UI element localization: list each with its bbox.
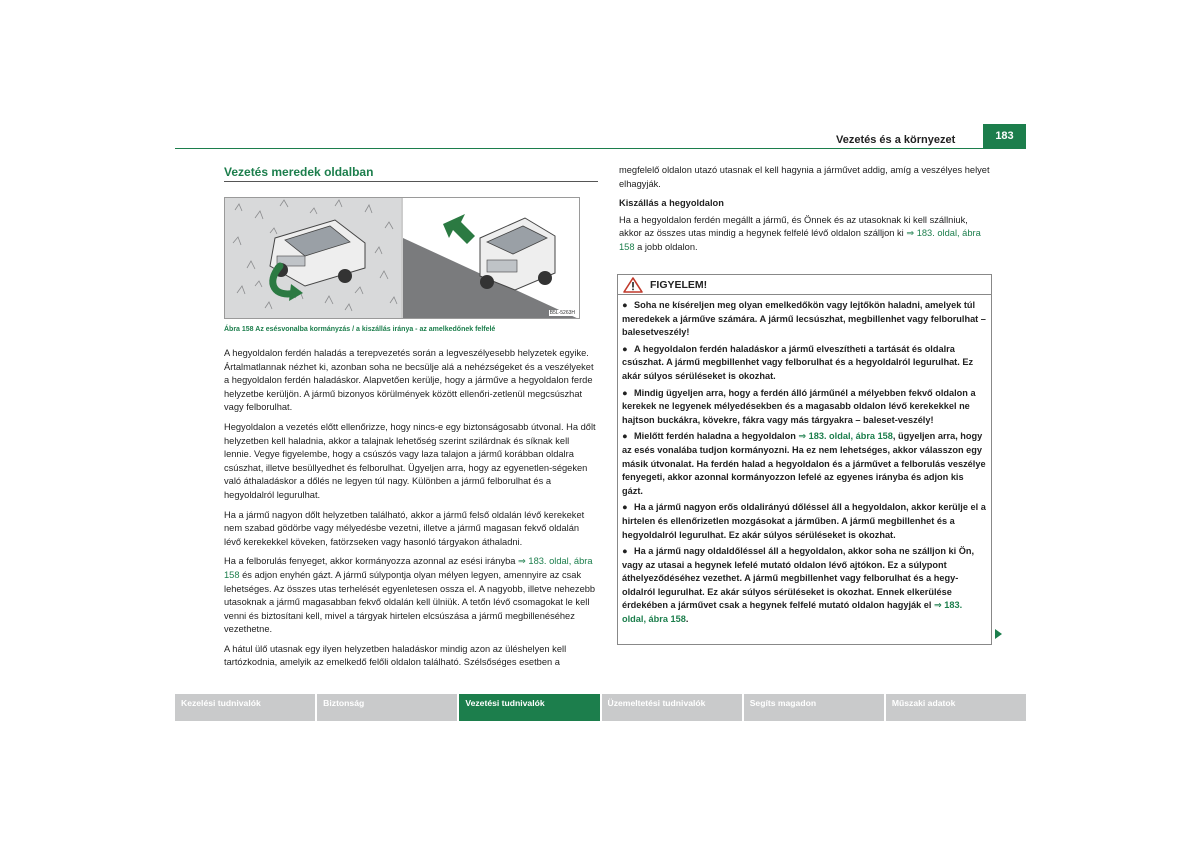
bullet-icon: ●: [622, 546, 628, 557]
body-paragraph: megfelelő oldalon utazó utasnak el kell hagynia a járművet addig, amíg a veszélyes helyet elhagyják.: [619, 165, 990, 189]
header-divider: [175, 148, 1026, 149]
tab-kezelesi-tudnivalok[interactable]: Kezelési tudnivalók: [175, 694, 315, 721]
page-number: 183: [983, 124, 1026, 148]
cross-reference-link[interactable]: ⇒ 183. oldal, ábra 158: [622, 600, 963, 625]
warning-box: [617, 274, 992, 645]
body-paragraph: Ha a hegyoldalon ferdén megállt a jármű, és Önnek és az utasoknak ki kell szállniuk, akkor az összes utas mindig a hegynek felfelé lévő oldalon szálljon ki ⇒ 183. oldal, ábra 158 a jobb oldalon.: [619, 214, 981, 252]
cross-reference-link[interactable]: ⇒ 183. oldal, ábra 158: [619, 228, 981, 252]
bullet-icon: ●: [622, 502, 628, 513]
section-divider: [224, 181, 598, 182]
subheading: Kiszállás a hegyoldalon: [619, 198, 724, 209]
section-title: Vezetés meredek oldalban: [224, 165, 374, 179]
body-paragraph: A hegyoldalon ferdén haladás a terepvezetés során a legveszélyesebb helyzetek egyike. Ártalmatlannak nézhet ki, azonban soha ne becsülje alá a nehézségeket és a veszélyeket a hegyoldalon ferdén haladáskor. Alapvetően kerülje, hogy a járműve a hegyoldalon ferde helyzetbe kerüljön. A jármű bizonyos körülmények között ellenőri-zetlenül megcsúszhat vagy felborulhat.: [224, 348, 594, 413]
warning-item: ● Ha a jármű nagy oldaldőléssel áll a hegyoldalon, akkor soha ne szálljon ki Ön, vagy az utasai a hegynek lefelé mutató oldalon lévő ajtókon. Ez a súlypont áthelyeződéséhez vezethet. A jármű megbillenhet vagy felborulhat és a hegy-oldalról legurulhat. Ez akár súlyos sérüléseket is okozhat. Ennek elkerülése érdekében a járművet csak a hegynek felfelé mutató oldalon hagyják el ⇒ 183. oldal, ábra 158.: [622, 546, 975, 625]
tab-muszaki-adatok[interactable]: Műszaki adatok: [886, 694, 1026, 721]
tab-biztonsag[interactable]: Biztonság: [317, 694, 457, 721]
left-column-text: [224, 347, 598, 676]
cross-reference-link[interactable]: ⇒ 183. oldal, ábra 158: [798, 431, 893, 442]
chapter-title: Vezetés és a környezet: [836, 134, 956, 146]
body-paragraph: Hegyoldalon a vezetés előtt ellenőrizze, hogy nincs-e egy biztonságosabb útvonal. Ha dőlt helyzetben kell haladnia, akkor a talajnak lehetőség szerint szilárdnak és síknak kell lennie. Vegye figyelembe, hogy a csúszós vagy laza talajon a jármű korábban oldalra csúszhat, illetve besüllyedhet és felborulhat. Ügyeljen arra, hogy az egyenetlen-ségeken való áthaladáskor a dőlés ne legyen túl nagy. Különben a jármű felborulhat és a hegyoldalról legurulhat.: [224, 421, 596, 500]
bullet-icon: ●: [622, 387, 628, 398]
body-paragraph: A hátul ülő utasnak egy ilyen helyzetben haladáskor mindig azon az üléshelyen kell tartózkodnia, amelyik az emelkedő felőli oldalon található. Szélsőséges esetben a: [224, 643, 567, 668]
figure-illustration: [225, 198, 580, 319]
warning-item: ● Ha a jármű nagyon erős oldalirányú dőléssel áll a hegyoldalon, akkor kerülje el a hirtelen és ellenőrizetlen mozgásokat a járműben. A jármű megbillenhet és a hegyoldalról legurulhat. Ez akár súlyos sérüléseket is okozhat.: [622, 502, 986, 540]
continue-arrow-icon[interactable]: [995, 629, 1002, 639]
warning-body: [618, 295, 991, 627]
figure-code: B5L-5263H: [549, 310, 575, 316]
figure-158: [224, 197, 580, 319]
tab-vezetesi-tudnivalok[interactable]: Vezetési tudnivalók: [459, 694, 599, 721]
warning-item: ● Mindig ügyeljen arra, hogy a ferdén álló járműnél a mélyebben fekvő oldalon a kerekek ne legyenek mélyedésekben és a magasabb oldalon lévő kerekekkel ne hajtson buckákra, kövekre, fákra vagy más tárgyakra – baleset-veszély!: [622, 387, 976, 425]
warning-item: ● Soha ne kíséreljen meg olyan emelkedőkön vagy lejtőkön haladni, amelyek túl meredekek a járműve számára. A jármű lecsúszhat, megbillenhet vagy felborulhat – balesetveszély!: [622, 300, 986, 338]
warning-item: ● A hegyoldalon ferdén haladáskor a jármű elveszítheti a tartását és oldalra csúszhat. A jármű megbillenhet vagy felborulhat és a hegyoldalról legurulhat. Ez akár súlyos sérüléseket is okozhat.: [622, 343, 974, 381]
warning-item: ● Mielőtt ferdén haladna a hegyoldalon ⇒ 183. oldal, ábra 158, ügyeljen arra, hogy az esés vonalába tudjon kormányozni. Ha ez nem lehetséges, akkor válasszon egy másik útvonalat. Ha ferdén halad a hegyoldalon és a járművet a felborulás veszélye fenyegeti, akkor azonnal kormányozzon lefelé az egyenes irányba és adjon kis gázt.: [622, 431, 986, 496]
warning-title: FIGYELEM!: [650, 279, 708, 291]
figure-caption: Ábra 158 Az esésvonalba kormányzás / a kiszállás iránya - az amelkedőnek felfelé: [224, 326, 496, 333]
bullet-icon: ●: [622, 431, 628, 442]
body-paragraph: Ha a felborulás fenyeget, akkor kormányozza azonnal az esési irányba ⇒ 183. oldal, ábra 158 és adjon enyhén gázt. A jármű súlypontja olyan mélyen legyen, amennyire az csak lehetséges. Az összes utas terhelését egyenletesen ossza el. A nagyobb, illetve nehezebb utasoknak a jármű magasabban fekvő oldalán kell ülniük. A tetőn lévő csomagokat le kell venni és biztosítani kell, mivel a tárgyak hirtelen elcsúszása a jármű megbillenéséhez vezethetne.: [224, 556, 596, 635]
tab-uzemeltetesi-tudnivalok[interactable]: Üzemeltetési tudnivalók: [602, 694, 742, 721]
warning-triangle-icon: [623, 277, 643, 298]
tab-segits-magadon[interactable]: Segíts magadon: [744, 694, 884, 721]
warning-header: [618, 275, 991, 295]
cross-reference-link[interactable]: ⇒ 183. oldal, ábra 158: [224, 556, 593, 580]
bullet-icon: ●: [622, 343, 628, 354]
bottom-navigation: [175, 694, 1026, 721]
right-column-text: [619, 164, 993, 261]
body-paragraph: Ha a jármű nagyon dőlt helyzetben található, akkor a jármű felső oldalán lévő kerekeket nem szabad gödörbe vagy mélyedésbe vezetni, illetve a jármű magasan fekvő oldalán lévő kerekekkel köveken, fatörzseken vagy hasonló tárgyakon áthaladni.: [224, 509, 585, 547]
bullet-icon: ●: [622, 300, 628, 310]
